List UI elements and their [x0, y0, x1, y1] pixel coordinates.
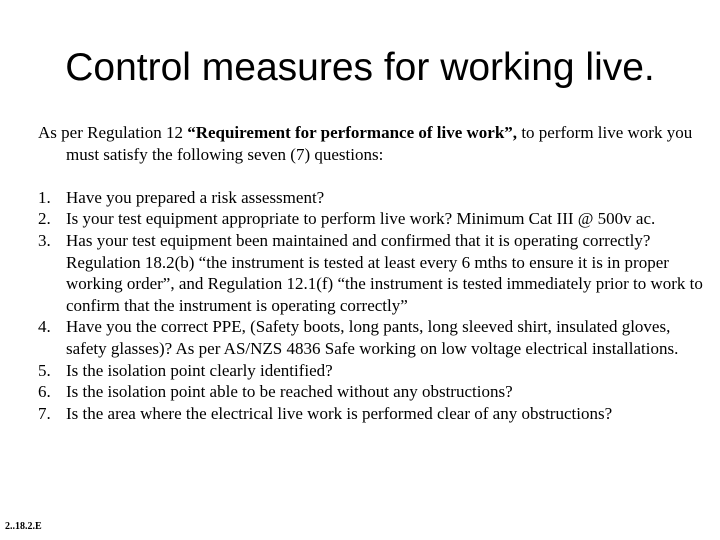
item-text: Has your test equipment been maintained and confirmed that it is operating correctly? Regulation 18.2(b) “the instrument is tested at least every 6 mths to ensure it is in proper working order”, and Regulation 12.1(f) “the instrument is tested immediately prior to work to confirm that the instrument is operating correctly” [66, 230, 703, 315]
item-number: 2. [38, 209, 51, 229]
item-text: Have you the correct PPE, (Safety boots, long pants, long sleeved shirt, insulated gloves, safety glasses)? As per AS/NZS 4836 Safe working on low voltage electrical installations. [66, 317, 679, 358]
list-item [38, 208, 708, 230]
item-text: Have you prepared a risk assessment? [66, 187, 325, 207]
intro-paragraph [38, 122, 708, 165]
item-number: 3. [38, 230, 51, 250]
item-number: 6. [38, 382, 51, 402]
item-number: 7. [38, 403, 51, 423]
list-item [38, 360, 708, 382]
item-text: Is the isolation point able to be reached without any obstructions? [66, 382, 513, 402]
item-number: 5. [38, 360, 51, 380]
questions-list [38, 187, 708, 425]
slide-title: Control measures for working live. [65, 46, 655, 89]
item-text: Is your test equipment appropriate to perform live work? Minimum Cat III @ 500v ac. [66, 209, 656, 229]
intro-suffix: to perform live work you must satisfy the following seven (7) questions: [66, 123, 693, 164]
item-text: Is the isolation point clearly identified? [66, 360, 333, 380]
slide-body [38, 122, 708, 424]
list-item [38, 187, 708, 209]
item-text: Is the area where the electrical live work is performed clear of any obstructions? [66, 403, 613, 423]
intro-regulation-title: “Requirement for performance of live work”, [187, 123, 518, 142]
item-number: 4. [38, 317, 51, 337]
list-item [38, 403, 708, 425]
list-item [38, 316, 708, 359]
item-number: 1. [38, 187, 51, 207]
intro-prefix: As per Regulation 12 [38, 123, 188, 142]
list-item [38, 230, 708, 316]
slide-footer-code: 2..18.2.E [5, 521, 42, 532]
list-item [38, 381, 708, 403]
